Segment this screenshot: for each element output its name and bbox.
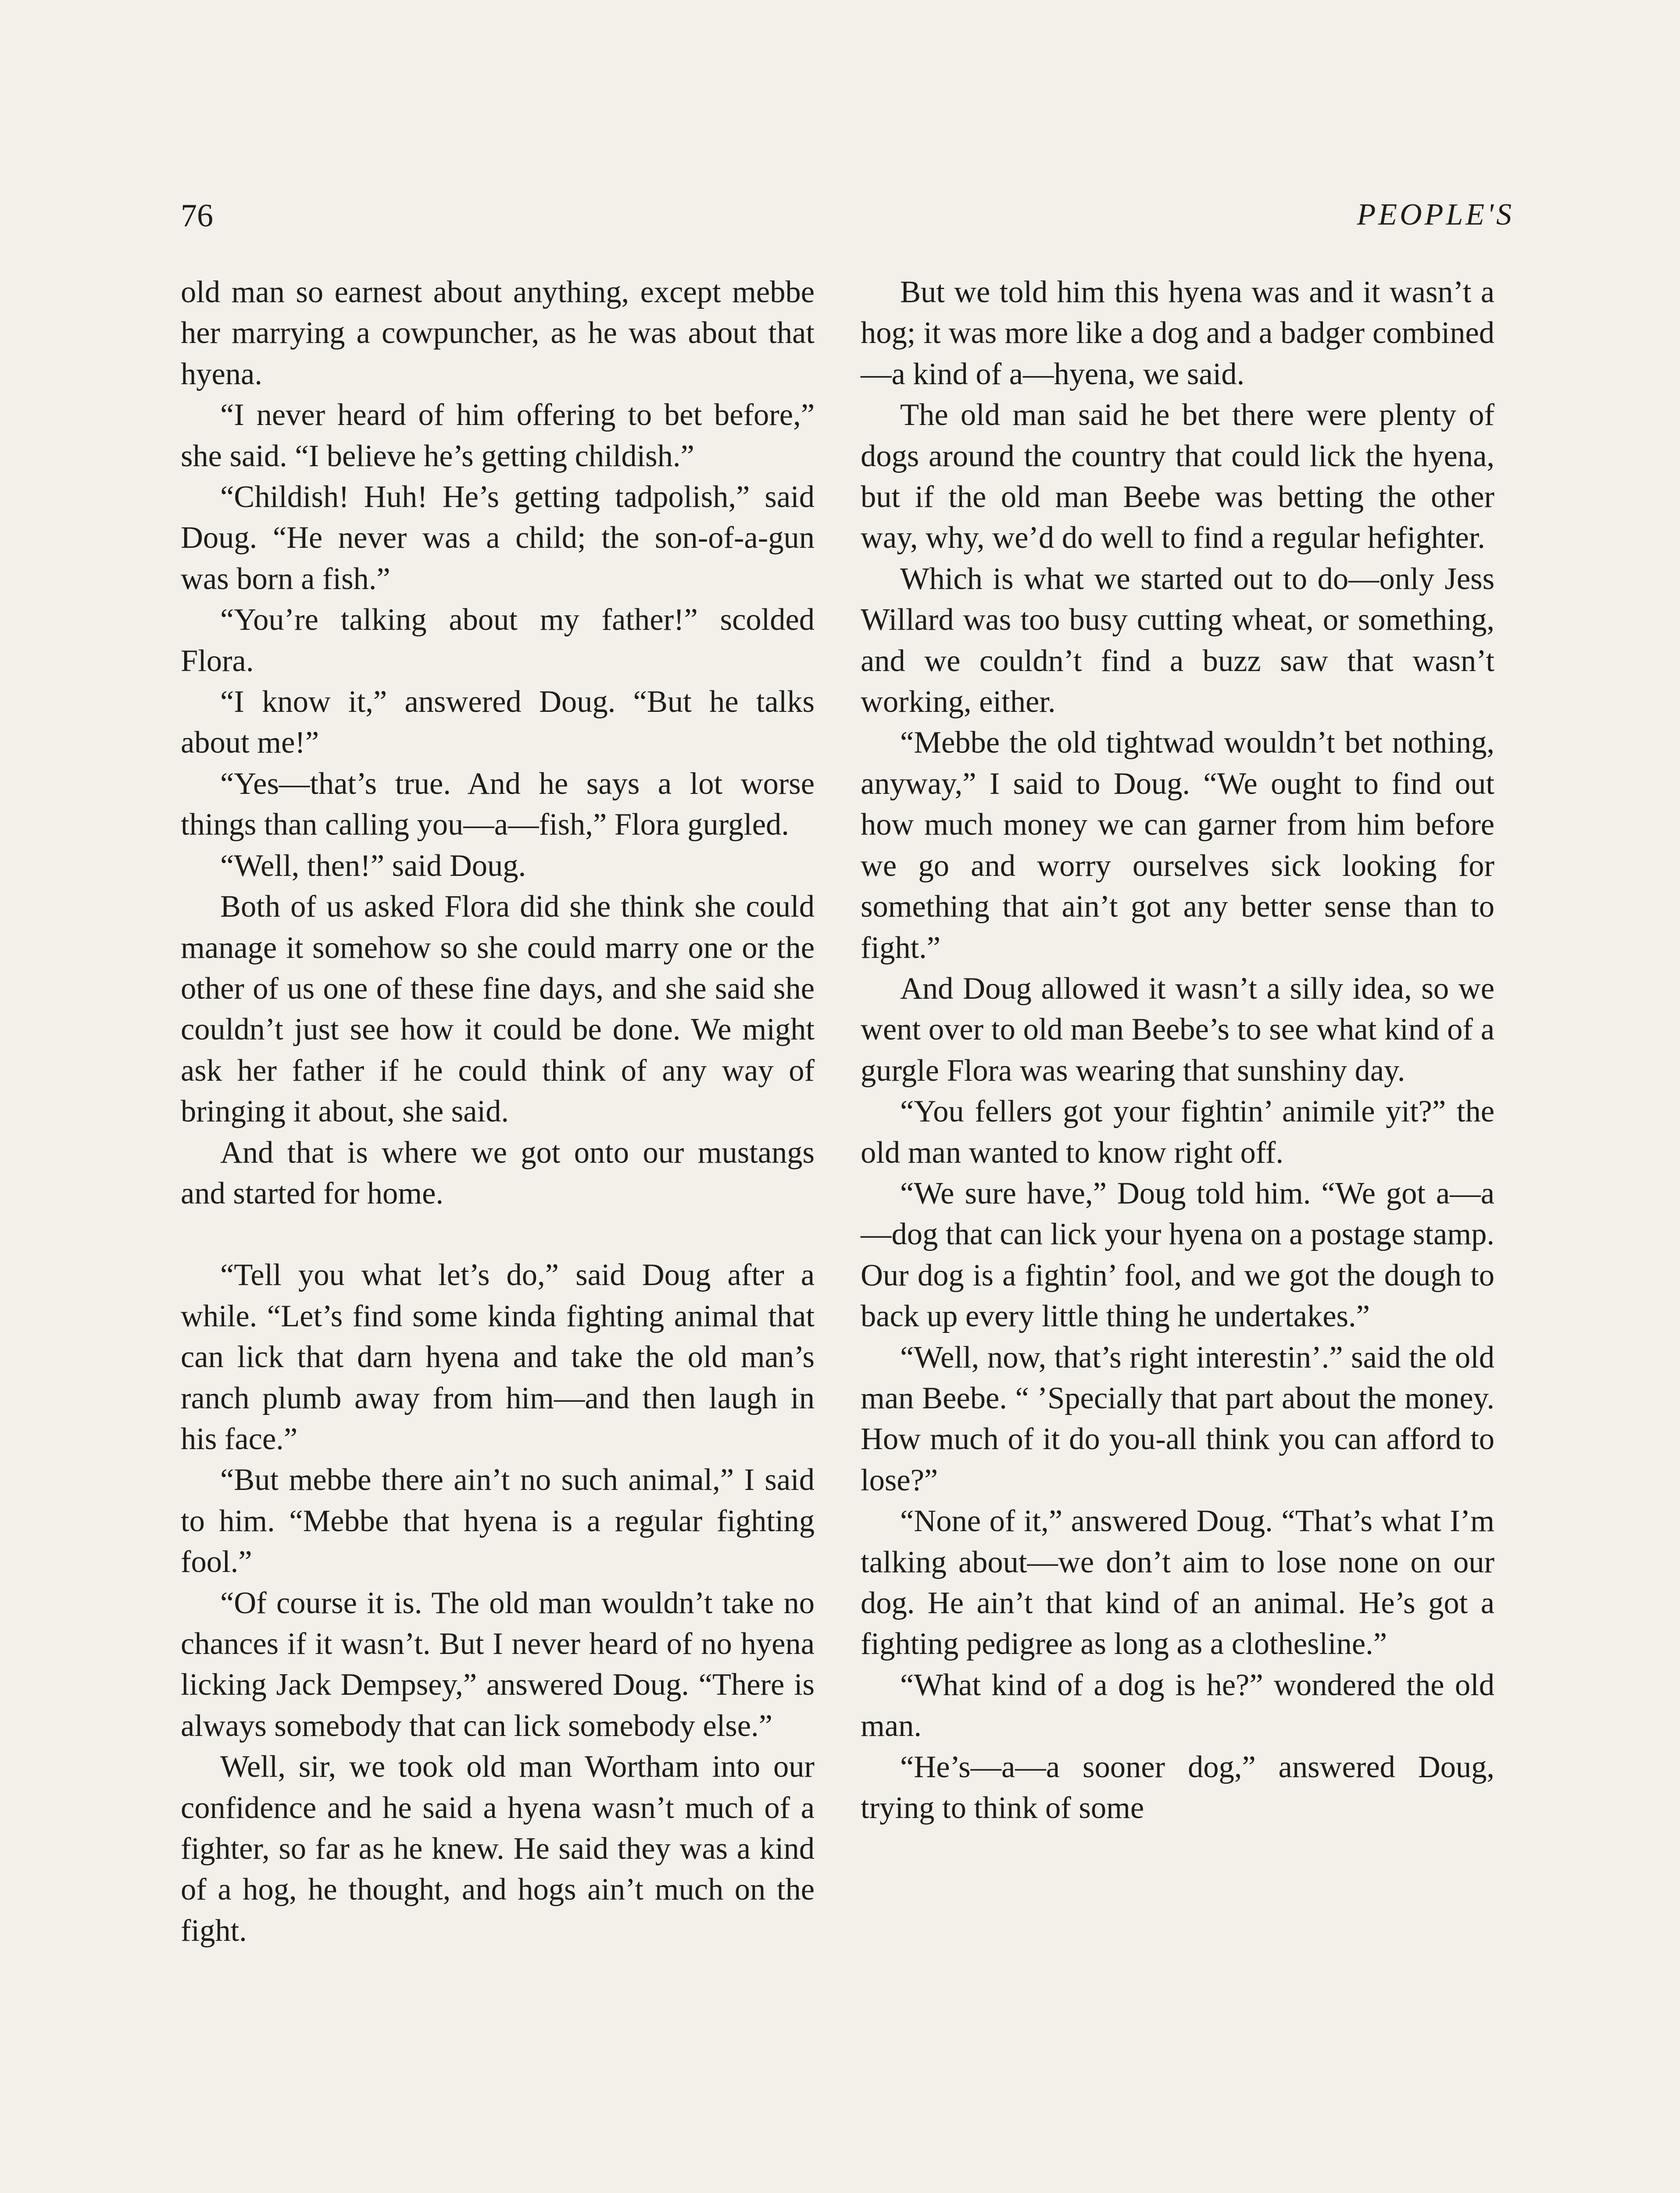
paragraph: “I know it,” answered Doug. “But he talks about me!” — [181, 685, 815, 760]
page-header — [181, 197, 1514, 246]
paragraph: “What kind of a dog is he?” wondered the old man. — [861, 1668, 1494, 1743]
paragraph: “Yes—that’s true. And he says a lot worse things than calling you—a—fish,” Flora gurgled. — [181, 766, 815, 842]
right-column — [861, 272, 1494, 1829]
paragraph: Well, sir, we took old man Wortham into our confidence and he said a hyena wasn’t much of a fighter, so far as he knew. He said they was a kind of a hog, he thought, and hogs ain’t much on the fight. — [181, 1750, 815, 1948]
paragraph: “You’re talking about my father!” scolded Flora. — [181, 603, 815, 678]
paragraph: “We sure have,” Doug told him. “We got a—a—dog that can lick your hyena on a postage stamp. Our dog is a fightin’ fool, and we got the dough to back up every little thing he undertakes.” — [861, 1176, 1494, 1334]
paragraph: “Mebbe the old tightwad wouldn’t bet nothing, anyway,” I said to Doug. “We ought to find out how much money we can garner from him before we go and worry ourselves sick looking for something that ain’t got any better sense than to fight.” — [861, 725, 1494, 965]
paragraph: “Childish! Huh! He’s getting tadpolish,” said Doug. “He never was a child; the son-of-a-gun was born a fish.” — [181, 480, 815, 596]
paragraph: Both of us asked Flora did she think she could manage it somehow so she could marry one or the other of us one of these fine days, and she said she couldn’t just see how it could be done. We might ask her father if he could think of any way of bringing it about, she said. — [181, 889, 815, 1129]
paragraph: “You fellers got your fightin’ animile yit?” the old man wanted to know right off. — [861, 1094, 1494, 1170]
paragraph: “He’s—a—a sooner dog,” answered Doug, trying to think of some — [861, 1750, 1494, 1825]
paragraph: “Of course it is. The old man wouldn’t take no chances if it wasn’t. But I never heard of no hyena licking Jack Dempsey,” answered Doug. “There is always somebody that can lick somebody else.” — [181, 1586, 815, 1743]
paragraph: And Doug allowed it wasn’t a silly idea, so we went over to old man Beebe’s to see what kind of a gurgle Flora was wearing that sunshiny day. — [861, 971, 1494, 1088]
left-column — [181, 272, 815, 1951]
paragraph: “I never heard of him offering to bet before,” she said. “I believe he’s getting childish.” — [181, 398, 815, 473]
paragraph: Which is what we started out to do—only Jess Willard was too busy cutting wheat, or something, and we couldn’t find a buzz saw that wasn’t working, either. — [861, 561, 1494, 719]
paragraph: “Well, now, that’s right interestin’.” said the old man Beebe. “ ’Specially that part about the money. How much of it do you-all think you can afford to lose?” — [861, 1340, 1494, 1497]
paragraph: “Well, then!” said Doug. — [220, 848, 526, 883]
paragraph: “But mebbe there ain’t no such animal,” I said to him. “Mebbe that hyena is a regular fighting fool.” — [181, 1463, 815, 1579]
paragraph: “Tell you what let’s do,” said Doug after a while. “Let’s find some kinda fighting animal that can lick that darn hyena and take the old man’s ranch plumb away from him—and then laugh in his face.” — [181, 1258, 815, 1456]
paragraph: “None of it,” answered Doug. “That’s what I’m talking about—we don’t aim to lose none on our dog. He ain’t that kind of an animal. He’s got a fighting pedigree as long as a clothesline.” — [861, 1504, 1494, 1661]
paragraph: And that is where we got onto our mustangs and started for home. — [181, 1135, 815, 1211]
paragraph: old man so earnest about anything, except mebbe her marrying a cowpuncher, as he was about that hyena. — [181, 275, 815, 391]
paragraph: The old man said he bet there were plenty of dogs around the country that could lick the hyena, but if the old man Beebe was betting the other way, why, we’d do well to find a regular hefighter. — [861, 398, 1494, 555]
running-head: PEOPLE'S — [1357, 198, 1514, 232]
page-number: 76 — [181, 198, 213, 234]
paragraph: But we told him this hyena was and it wasn’t a hog; it was more like a dog and a badger combined—a kind of a—hyena, we said. — [861, 275, 1494, 391]
